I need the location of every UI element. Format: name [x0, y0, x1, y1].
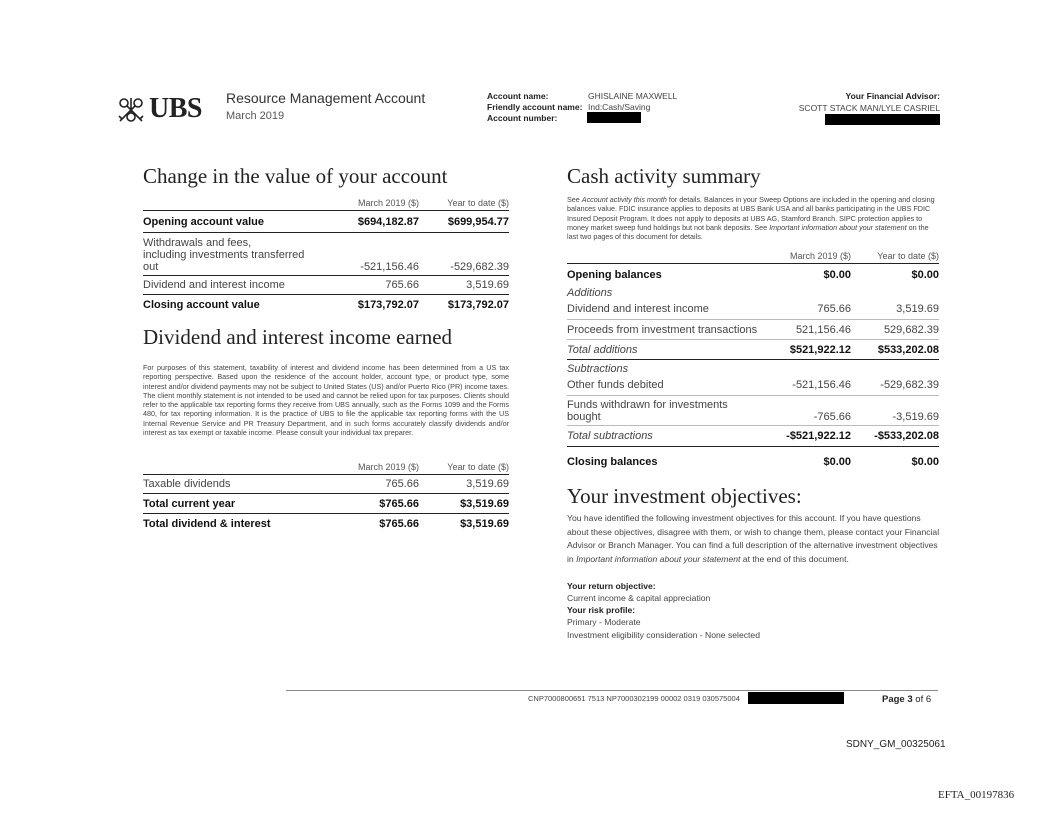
- table-row: [567, 376, 939, 396]
- row-label: Closing account value: [143, 295, 329, 315]
- row-value-march: $765.66: [329, 494, 419, 514]
- table-row: [567, 447, 939, 477]
- col-march: March 2019 ($): [789, 251, 851, 261]
- statement-period: March 2019: [226, 110, 285, 122]
- row-value-march: -521,156.46: [763, 376, 851, 396]
- row-value-ytd: 3,519.69: [419, 475, 509, 494]
- change-value-title: Change in the value of your account: [143, 164, 448, 188]
- table-row: [143, 514, 509, 534]
- page-number: [882, 694, 931, 705]
- section-row: [567, 360, 939, 376]
- table-row: [567, 426, 939, 447]
- row-value-ytd: $0.00: [851, 264, 939, 286]
- bates-number: SDNY_GM_00325061: [846, 739, 946, 750]
- objectives-paragraph: [567, 512, 942, 566]
- cash-note: [567, 195, 939, 241]
- objectives-title: Your investment objectives:: [567, 484, 802, 508]
- row-value-ytd: 3,519.69: [851, 300, 939, 320]
- para-text: You have identified the following investment objectives for this account. If you have questions about these objectives, disagree with them, or wish to change them, please contact your Financial Advisor or Branch Manager. You can find a full description of the alternative investment objectives in: [567, 513, 940, 564]
- footer-divider: [286, 690, 938, 691]
- footer-code: CNP7000800651 7513 NP7000302199 00002 0319 030575004: [528, 694, 740, 703]
- row-value-ytd: $0.00: [911, 455, 939, 468]
- label-line: bought: [567, 411, 601, 423]
- row-value-ytd: -529,682.39: [419, 233, 509, 276]
- dividend-table: [143, 456, 509, 534]
- label-line: Funds withdrawn for investments: [567, 399, 728, 411]
- label-line: including investments transferred: [143, 249, 305, 261]
- table-row: [143, 475, 509, 494]
- account-number-label: Account number:: [487, 113, 558, 123]
- col-ytd: Year to date ($): [877, 251, 939, 261]
- row-value-ytd: $173,792.07: [419, 295, 509, 315]
- section-label: Subtractions: [567, 363, 629, 376]
- row-label: [567, 396, 763, 426]
- row-value-ytd: $699,954.77: [419, 211, 509, 233]
- note-text: on the last two pages of this document for details.: [567, 222, 929, 242]
- row-label: Other funds debited: [567, 376, 763, 396]
- row-value-ytd: 3,519.69: [419, 276, 509, 295]
- account-name-value: GHISLAINE MAXWELL: [588, 91, 678, 101]
- row-value-ytd: 529,682.39: [851, 320, 939, 340]
- row-label: Opening balances: [567, 264, 763, 286]
- advisor-redaction: [825, 114, 940, 125]
- table-row: [143, 233, 509, 276]
- row-label: Proceeds from investment transactions: [567, 320, 763, 340]
- row-value-ytd: $3,519.69: [419, 514, 509, 534]
- row-label: Total subtractions: [567, 426, 763, 447]
- row-label: [143, 233, 329, 276]
- account-number-redaction: [587, 112, 641, 123]
- advisor-label: Your Financial Advisor:: [845, 91, 940, 101]
- friendly-name-value: Ind:Cash/Saving: [588, 102, 651, 112]
- dividend-paragraph: For purposes of this statement, taxability of interest and dividend income has been determined from a US tax reporting perspective. Based upon the residence of the account holder, account type, or product type, some interest and/or dividend payments may not be subject to United States (US) and/or Puerto Rico (PR) income taxes. The client monthly statement is not intended to be used and cannot be relied upon for tax purposes. Clients should refer to the applicable tax reporting forms they receive from UBS annually, such as the Forms 1099 and the Forms 480, for tax reporting information. It is the practice of UBS to file the applicable tax reporting forms with the US Internal Revenue Service and PR Treasury Department, and in such forms accurately classify dividends and/or interest as tax exempt or taxable income. Please consult your individual tax preparer.: [143, 363, 509, 438]
- row-value-march: -$521,922.12: [763, 426, 851, 447]
- row-label: Total dividend & interest: [143, 514, 329, 534]
- col-march: March 2019 ($): [357, 198, 419, 208]
- advisor-names: SCOTT STACK MAN/LYLE CASRIEL: [798, 103, 940, 113]
- cash-table: [567, 245, 939, 477]
- product-title: Resource Management Account: [226, 90, 426, 106]
- cash-title: Cash activity summary: [567, 164, 761, 188]
- col-ytd: Year to date ($): [447, 198, 509, 208]
- row-value-march: $0.00: [823, 455, 851, 468]
- row-value-ytd: -$533,202.08: [851, 426, 939, 447]
- row-label: Taxable dividends: [143, 475, 329, 494]
- row-label: Total additions: [567, 340, 763, 360]
- row-value-march: 765.66: [329, 475, 419, 494]
- label-line: out: [143, 261, 159, 273]
- table-row: [567, 300, 939, 320]
- row-value-ytd: $533,202.08: [851, 340, 939, 360]
- ubs-logo-text: UBS: [149, 93, 202, 124]
- section-row: [567, 286, 939, 300]
- row-label: Dividend and interest income: [143, 276, 329, 295]
- row-label: Opening account value: [143, 211, 329, 233]
- row-value-march: -765.66: [763, 396, 851, 426]
- table-header-row: [143, 456, 509, 475]
- row-value-ytd: -3,519.69: [851, 396, 939, 426]
- dividend-title: Dividend and interest income earned: [143, 325, 453, 349]
- footer-redaction: [748, 692, 844, 704]
- table-row: [567, 264, 939, 286]
- row-label: Closing balances: [567, 455, 658, 468]
- table-row: [143, 494, 509, 514]
- label-line: Withdrawals and fees,: [143, 237, 252, 249]
- note-text: See: [567, 195, 582, 204]
- change-value-table: [143, 192, 509, 315]
- row-label: Dividend and interest income: [567, 300, 763, 320]
- ubs-logo: [116, 93, 216, 129]
- row-value-march: -521,156.46: [329, 233, 419, 276]
- risk-profile-value: Primary - Moderate: [567, 617, 641, 627]
- eligibility-value: Investment eligibility consideration - None selected: [567, 630, 760, 640]
- table-row: [567, 340, 939, 360]
- row-value-march: 765.66: [329, 276, 419, 295]
- table-row: [567, 320, 939, 340]
- table-row: [143, 211, 509, 233]
- para-link-text: Important information about your statement: [576, 553, 741, 564]
- note-text: for details. Balances in your Sweep Options are included in the opening and closing balances value. FDIC insurance applies to deposits at UBS Bank USA and all banks participating in the UBS FDIC Insured Deposit Program. It does not apply to deposits at UBS AG, Stamford Branch. SIPC protection applies to money market sweep fund holdings but not bank deposits. See: [567, 195, 935, 232]
- para-text: at the end of this document.: [740, 553, 849, 564]
- row-value-march: $521,922.12: [763, 340, 851, 360]
- page-current: 3: [907, 694, 913, 705]
- row-label: Total current year: [143, 494, 329, 514]
- page-of: of: [915, 694, 924, 705]
- row-value-march: $765.66: [329, 514, 419, 534]
- row-value-march: $694,182.87: [329, 211, 419, 233]
- row-value-ytd: $3,519.69: [419, 494, 509, 514]
- row-value-march: 765.66: [763, 300, 851, 320]
- efta-number: EFTA_00197836: [938, 789, 1015, 801]
- page-total: 6: [925, 694, 932, 705]
- col-ytd: Year to date ($): [447, 462, 509, 472]
- note-link-text: Important information about your statement: [769, 222, 907, 232]
- return-objective-value: Current income & capital appreciation: [567, 593, 711, 603]
- note-link-text: Account activity this month: [581, 195, 667, 204]
- return-objective-label: Your return objective:: [567, 581, 656, 591]
- table-header-row: [567, 245, 939, 264]
- table-row: [567, 396, 939, 426]
- row-value-march: $173,792.07: [329, 295, 419, 315]
- row-value-march: 521,156.46: [763, 320, 851, 340]
- row-value-march: $0.00: [763, 264, 851, 286]
- table-header-row: [143, 192, 509, 211]
- page-word: Page: [882, 694, 905, 705]
- risk-profile-label: Your risk profile:: [567, 605, 636, 615]
- account-name-label: Account name:: [487, 91, 549, 101]
- ubs-keys-icon: [116, 95, 146, 125]
- row-value-ytd: -529,682.39: [851, 376, 939, 396]
- section-label: Additions: [567, 286, 613, 299]
- col-march: March 2019 ($): [357, 462, 419, 472]
- table-row: [143, 276, 509, 295]
- friendly-name-label: Friendly account name:: [487, 102, 583, 112]
- table-row: [143, 295, 509, 315]
